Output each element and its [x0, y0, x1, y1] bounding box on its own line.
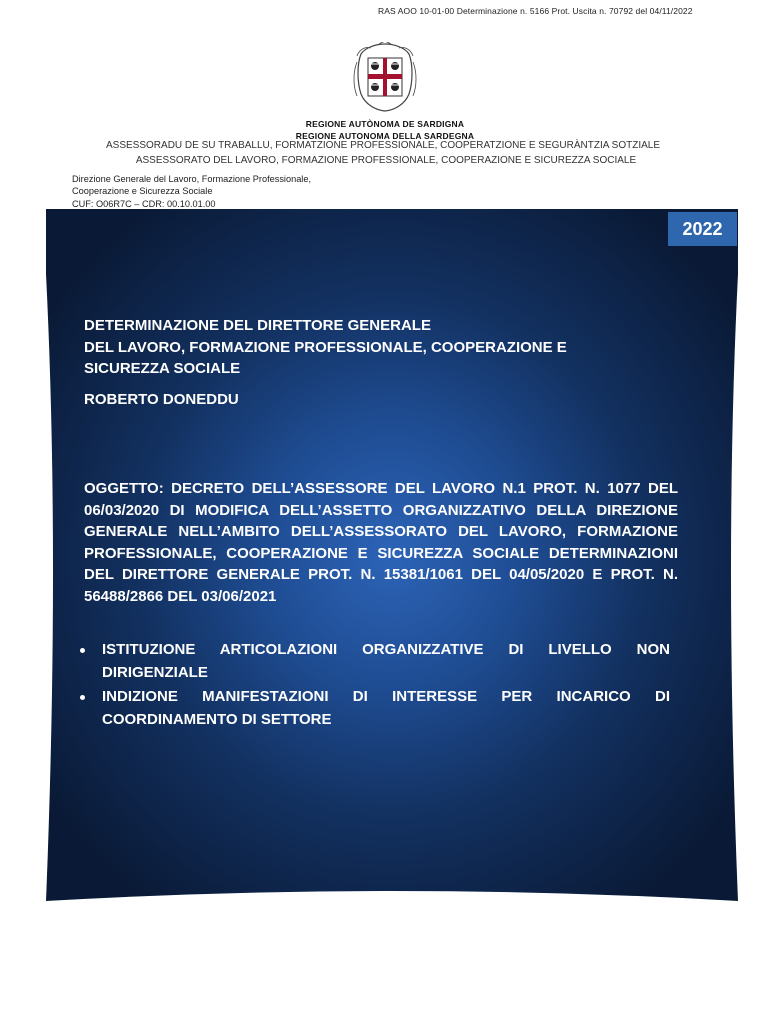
bullet-text: INDIZIONE MANIFESTAZIONI DI INTERESSE PER INCARICO DI COORDINAMENTO DI SETTORE	[102, 688, 670, 728]
title-line-2: DEL LAVORO, FORMAZIONE PROFESSIONALE, COOPERAZIONE E	[84, 338, 567, 356]
list-item	[78, 639, 670, 684]
document-title	[84, 315, 684, 380]
region-name-italian: REGIONE AUTONOMA DELLA SARDEGNA	[295, 131, 475, 141]
directorate-line-1: Direzione Generale del Lavoro, Formazione Professionale,	[72, 174, 312, 184]
year-badge: 2022	[668, 212, 737, 246]
office-codes: CUF: O06R7C – CDR: 00.10.01.00	[72, 198, 216, 209]
region-name-sardinian: REGIONE AUTÒNOMA DE SARDIGNA	[305, 119, 465, 129]
directorate-line-2: Cooperazione e Sicurezza Sociale	[72, 186, 213, 197]
protocol-stamp: RAS AOO 10-01-00 Determinazione n. 5166 Prot. Uscita n. 70792 del 04/11/2022	[378, 6, 693, 16]
bullet-icon	[80, 648, 85, 653]
subject-paragraph: OGGETTO: DECRETO DELL’ASSESSORE DEL LAVORO N.1 PROT. N. 1077 DEL 06/03/2020 DI MODIFICA DELL’ASSETTO ORGANIZZATIVO DELLA DIREZIONE GENERALE NELL’AMBITO DELL’ASSESSORATO DEL LAVORO, FORMAZIONE PROFESSIONALE, COOPERAZIONE E SICUREZZA SOCIALE DETERMINAZIONI DEL DIRETTORE GENERALE PROT. N. 15381/1061 DEL 04/05/2020 E PROT. N. 56488/2866 DEL 03/06/2021	[84, 480, 678, 605]
title-line-3: SICUREZZA SOCIALE	[84, 360, 241, 377]
list-item	[78, 686, 670, 731]
director-name: ROBERTO DONEDDU	[84, 391, 239, 408]
department-name-italian: ASSESSORATO DEL LAVORO, FORMAZIONE PROFESSIONALE, COOPERAZIONE E SICUREZZA SOCIALE	[135, 155, 637, 166]
subject-bullet-list	[78, 639, 670, 733]
coat-of-arms-icon	[351, 42, 419, 112]
department-name-sardinian: ASSESSORADU DE SU TRABALLU, FORMATZIONE PROFESSIONALE, COOPERATZIONE E SEGURÀNTZIA SOTZIALE	[106, 140, 660, 151]
title-line-1: DETERMINAZIONE DEL DIRETTORE GENERALE	[84, 317, 431, 334]
bullet-icon	[80, 695, 85, 700]
directorate-info	[72, 173, 311, 210]
bullet-text: ISTITUZIONE ARTICOLAZIONI ORGANIZZATIVE DI LIVELLO NON DIRIGENZIALE	[102, 641, 670, 681]
